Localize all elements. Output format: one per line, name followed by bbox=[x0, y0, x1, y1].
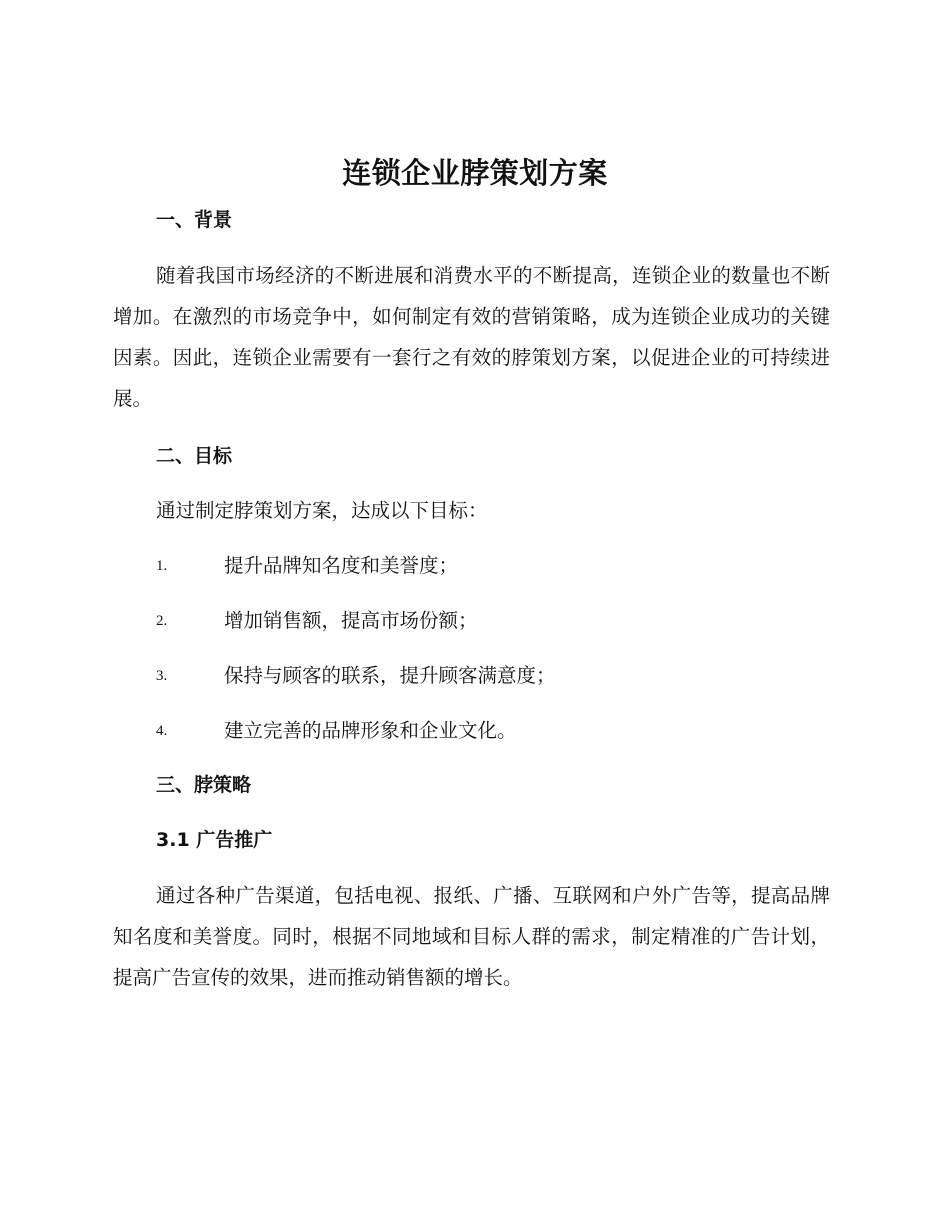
list-text: 提升品牌知名度和美誉度； bbox=[224, 554, 459, 577]
section-heading-strategy: 三、脖策略 bbox=[156, 774, 252, 796]
section-heading-goals: 二、目标 bbox=[156, 445, 233, 467]
list-number: 1. bbox=[156, 558, 168, 574]
list-number: 2. bbox=[156, 613, 168, 629]
list-text: 保持与顾客的联系，提升顾客满意度； bbox=[224, 664, 556, 687]
document-title: 连锁企业脖策划方案 bbox=[342, 156, 608, 190]
list-number: 3. bbox=[156, 668, 168, 684]
subsection-heading-advertising: 3.1 广告推广 bbox=[156, 829, 273, 851]
background-paragraph: 随着我国市场经济的不断进展和消费水平的不断提高，连锁企业的数量也不断增加。在激烈的市场竞争中，如何制定有效的营销策略，成为连锁企业成功的关键因素。因此，连锁企业需要有一套行之有效的脖策划方案，以促进企业的可持续进展。 bbox=[113, 264, 830, 410]
list-text: 建立完善的品牌形象和企业文化。 bbox=[224, 719, 517, 742]
goals-intro: 通过制定脖策划方案，达成以下目标： bbox=[156, 499, 488, 522]
list-text: 增加销售额，提高市场份额； bbox=[224, 609, 478, 632]
section-heading-background: 一、背景 bbox=[156, 209, 233, 231]
list-number: 4. bbox=[156, 723, 168, 739]
advertising-paragraph: 通过各种广告渠道，包括电视、报纸、广播、互联网和户外广告等，提高品牌知名度和美誉度。同时，根据不同地域和目标人群的需求，制定精准的广告计划，提高广告宣传的效果，进而推动销售额的增长。 bbox=[113, 884, 830, 989]
